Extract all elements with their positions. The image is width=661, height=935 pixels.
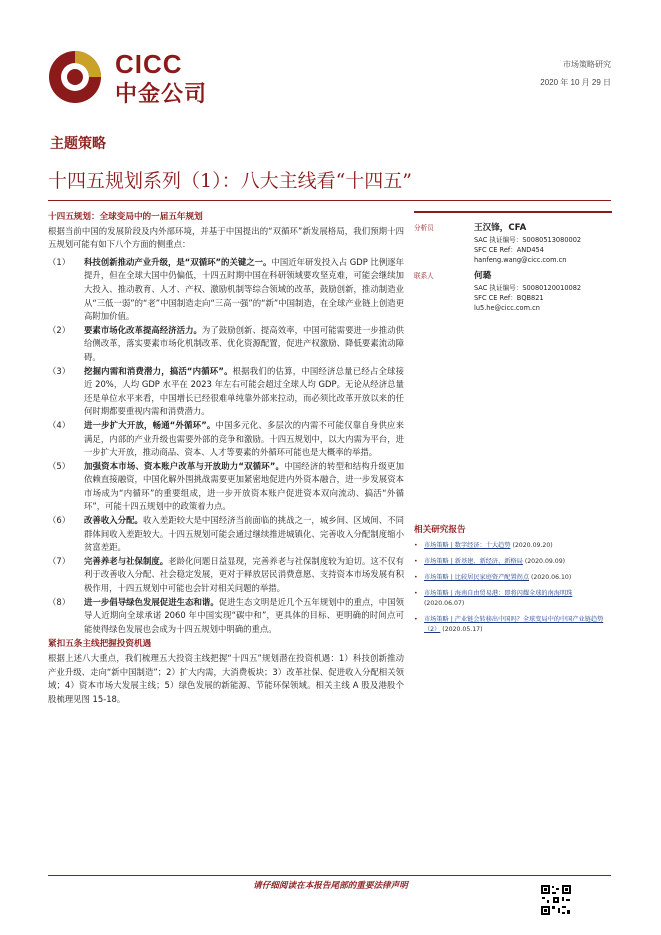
report-type: 市场策略研究 [563,60,611,69]
key-point-text [84,555,404,596]
key-point-body: 中国多元化、多层次的内需不可能仅靠自身供应来满足，内部的产业升级也需要外部的竞争和激励。十四五规划中，以大内需为平台，进一步扩大开放，推动商品、资本、人才等要素的外循环可能也是大概率的举措。 [84,419,404,458]
related-reports-heading: 相关研究报告 [414,525,466,535]
section1-heading: 十四五规划：全球变局中的一届五年规划 [48,212,203,222]
bullet-icon: • [414,558,418,565]
logo-en-text: CICC [115,49,183,79]
key-point-number: （8） [48,596,71,607]
key-point-text [84,419,404,460]
key-point-body: 中国近年研发投入占 GDP 比例逐年提升，但在全球大国中仍偏低，十四五时期中国在科研领域要攻坚克难，可能会继续加大投入、推动教育、人才、产权、激励机制等综合领域的改革，鼓励创新，推动制造业从“三低一弱”的“老”中国制造走向“三高一强”的“新”中国制造，在全球产业链上创造更高附加价值。 [84,256,405,322]
key-point-text [84,514,404,555]
key-point-text [84,460,404,514]
author-name: 王汉锋，CFA [474,223,527,233]
related-report-item [414,589,612,609]
key-point-body: 收入差距较大是中国经济当前面临的挑战之一，城乡间、区域间、不同群体间收入差距较大。十四五规划可能会通过继续推进城镇化、完善收入分配制度缩小贫富差距。 [84,515,405,553]
author-role: 联系人 [414,272,434,280]
related-report-date: (2020.09.09) [524,558,566,565]
key-point-lead: 完善养老与社保制度。 [84,555,169,566]
report-date: 2020 年 10 月 29 日 [540,78,611,87]
key-point-item [48,514,404,555]
related-report-item [414,573,612,583]
key-point-number: （2） [48,324,71,335]
related-report-item [414,557,612,567]
key-point-number: （5） [48,460,71,471]
key-point-body: 根据我们的估算，中国经济总量已经占全球接近 20%，人均 GDP 水平在 2023 年左右可能会超过全球人均 GDP。无论从经济总量还是单位水平来看，中国增长已经很难单纯靠外部来拉动，而必须比改革开放以来的任何时期都要重视内需和消费潜力。 [84,365,404,417]
key-point-item [48,555,404,596]
author-row [414,223,612,265]
key-point-number: （1） [48,256,71,267]
key-point-body: 为了鼓励创新、提高效率，中国可能需要进一步推动供给侧改革，落实要素市场化机制改革、优化资源配置，促进产权激励、降低要素流动障碍。 [84,324,405,362]
author-name: 何璐 [474,271,492,281]
key-point-lead: 要素市场化改革提高经济活力。 [84,324,202,335]
main-body [48,211,404,706]
related-report-item [414,541,612,551]
key-point-item [48,460,404,514]
related-report-item [414,615,612,635]
author-role: 分析员 [414,224,434,232]
related-report-date: (2020.09.20) [512,542,553,549]
cicc-logo-icon [48,50,102,104]
author-info [474,271,581,313]
author-box [414,211,612,319]
bullet-icon: • [414,616,418,623]
author-email[interactable]: lu5.he@cicc.com.cn [474,304,540,312]
bullet-icon: • [414,542,418,549]
key-point-text [84,596,404,637]
key-point-body: 促进生态文明是近几个五年规划中的重点，中国领导人近期向全球承诺 2060 年中国实现“碳中和”，更具体的目标、更明确的时间点可能使得绿色发展也会成为十四五规划中明确的重点。 [84,596,405,634]
author-email[interactable]: hanfeng.wang@cicc.com.cn [474,256,567,264]
key-point-text [84,324,404,365]
key-point-lead: 加强资本市场、资本账户改革与开放助力“双循环”。 [84,460,285,471]
related-report-link[interactable]: 市场策略 | 数字经济：十大趋势 [424,542,511,549]
related-report-link[interactable]: 市场策略 | 新基建、新经济、新格局 [424,558,523,565]
qr-code-icon[interactable] [540,884,572,916]
key-point-body: 老龄化问题日益显现，完善养老与社保制度较为迫切。这不仅有利于改善收入分配、社会稳定发展，更对于释放居民消费意愿、支持资本市场发展有积极作用，十四五规划中可能也会针对相关问题的举措。 [84,555,405,594]
key-point-number: （4） [48,419,71,430]
footer-disclaimer: 请仔细阅读在本报告尾部的重要法律声明 [253,881,408,891]
key-point-lead: 挖掘内需和消费潜力，搞活“内循环”。 [84,365,233,376]
key-point-item [48,256,404,324]
key-point-number: （7） [48,555,71,566]
key-point-lead: 进一步扩大开放，畅通“外循环”。 [84,419,216,430]
key-point-lead: 进一步倡导绿色发展促进生态和谐。 [84,596,219,607]
related-report-date: (2020.06.10) [531,574,572,581]
key-point-lead: 改善收入分配。 [84,515,143,526]
author-credential: SFC CE Ref：AND454 [474,246,544,254]
author-credential: SAC 执证编号：S0080513080002 [474,236,582,244]
footer-divider [48,875,611,876]
topic-label: 主题策略 [50,136,106,152]
related-report-link[interactable]: 市场策略 | 海南自由贸易港：即将闪耀全球的南海明珠 [424,590,573,597]
page-title: 十四五规划系列（1）：八大主线看“十四五” [48,170,413,192]
related-report-date: (2020.06.07) [424,600,465,607]
key-point-text [84,256,404,324]
key-point-lead: 科技创新推动产业升级，是“双循环”的关键之一。 [84,256,272,267]
author-row [414,271,612,313]
key-point-item [48,365,404,419]
key-point-item [48,419,404,460]
key-point-number: （3） [48,365,71,376]
related-report-link[interactable]: 市场策略 | 比较居民家庭资产配置拐点 [424,574,530,581]
author-credential: SFC CE Ref：BQB821 [474,294,544,302]
section1-intro: 根据当前中国的发展阶段及内外部环境，并基于中国提出的“双循环”新发展格局，我们预期十四五规划可能有如下八个方面的侧重点： [48,225,404,250]
key-point-text [84,365,404,419]
author-credential: SAC 执证编号：S0080120010082 [474,284,582,292]
section2-heading: 紧扣五条主线把握投资机遇 [48,639,152,650]
related-reports-list [414,541,612,635]
related-report-date: (2020.05.17) [442,626,483,633]
title-divider [48,200,611,201]
key-point-body: 中国经济的转型和结构升级更加依赖直接融资，中国化解外围挑战需要更加紧密地促进内外资本融合，进一步发展资本市场成为“内循环”的重要组成，进一步开放资本账户促进资本双向流动、搞活“外循环”，可能十四五规划中的政策着力点。 [84,460,405,512]
key-point-number: （6） [48,515,71,526]
related-reports [414,525,612,641]
bullet-icon: • [414,590,418,597]
logo-cn-text: 中金公司 [115,82,208,107]
bullet-icon: • [414,574,418,581]
related-report-link[interactable]: 市场策略 | 产业链会转移出中国吗？全球变局中的中国产业链趋势（2） [424,616,604,633]
key-point-item [48,596,404,637]
author-info [474,223,581,265]
section2-text: 根据上述八大重点，我们梳理五大投资主线把握“十四五”规划潜在投资机遇：1）科技创新推动产业升级、走向“新中国制造”；2）扩大内需，大消费板块；3）改革社保、促进收入分配相关领域；4）资本市场大发展主线；5）绿色发展的新能源、节能环保领域。相关主线 A 股及港股个股梳理见图 15-18。 [48,653,404,704]
key-point-item [48,324,404,365]
key-points-list [48,256,404,637]
